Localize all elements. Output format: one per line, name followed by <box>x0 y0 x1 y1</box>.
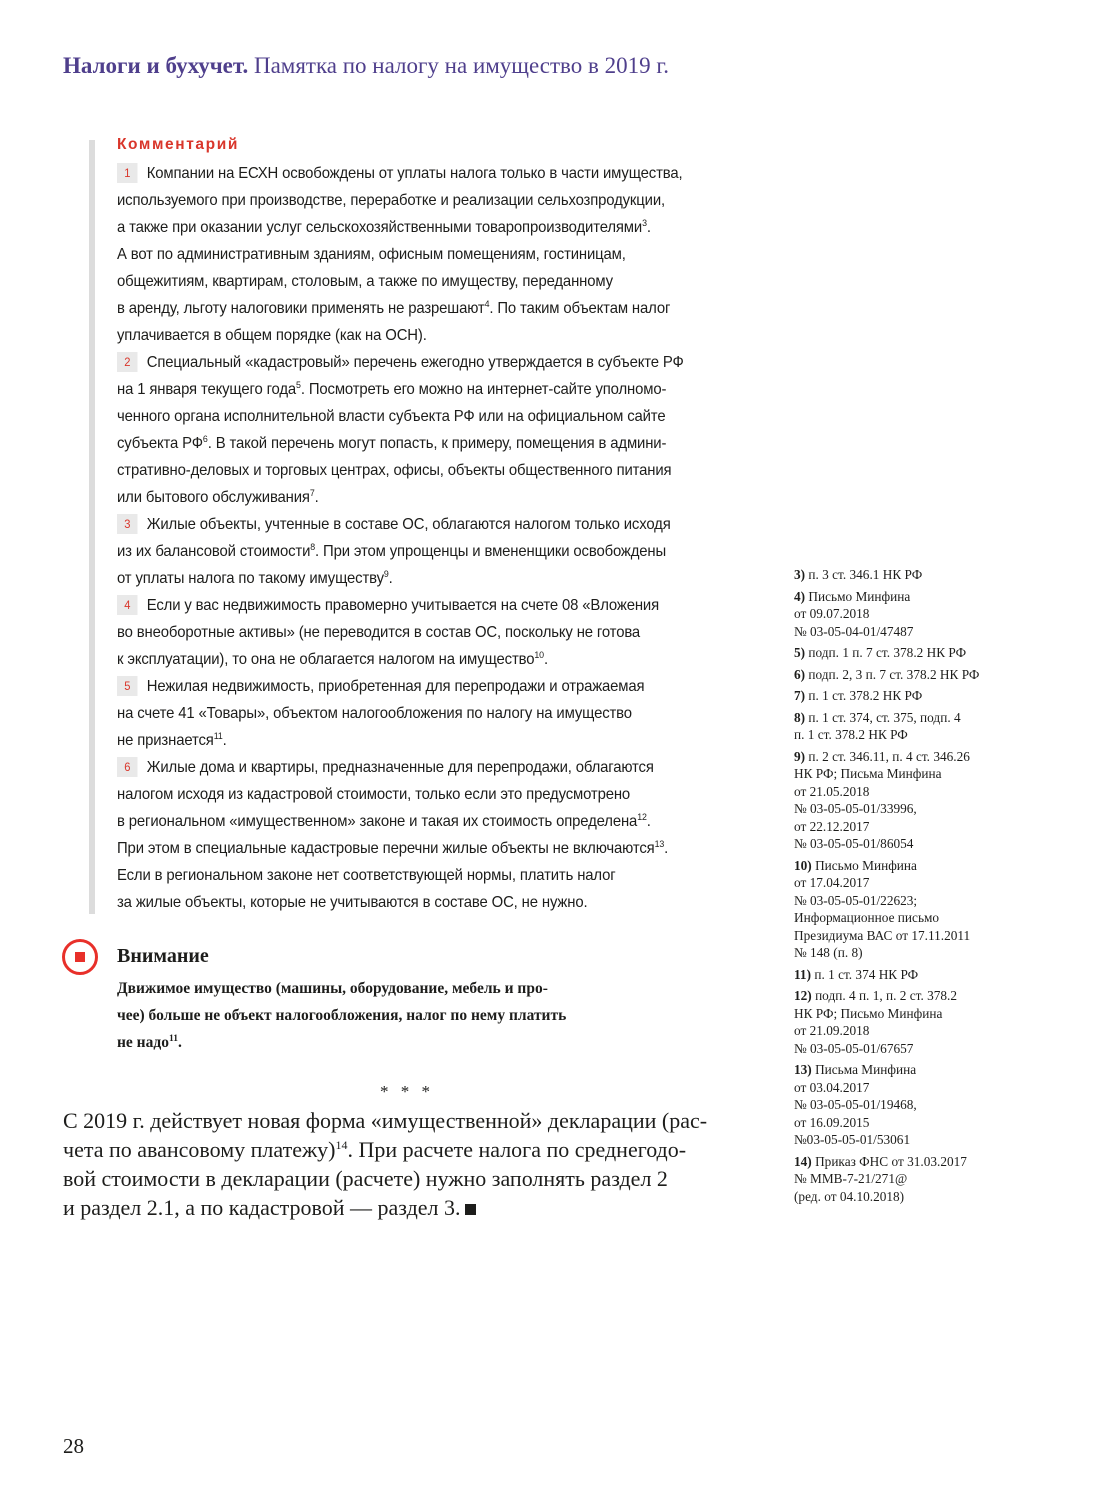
line-text: в региональном «имущественном» законе и такая их стоимость определена <box>117 813 638 830</box>
footnote-line <box>794 765 1054 783</box>
line-text: от уплаты налога по такому имуществу <box>117 570 384 587</box>
footnote-number: 6) <box>794 666 806 682</box>
line-text-after: . <box>543 651 548 668</box>
footnote-line <box>794 800 1054 818</box>
comment-line <box>117 241 712 268</box>
footnote-line <box>794 748 1054 766</box>
footnote-line <box>794 1096 1054 1114</box>
footnote-line <box>794 644 1054 662</box>
footnote-number: 12) <box>794 988 812 1003</box>
footnote-text: от 16.09.2015 <box>794 1114 870 1130</box>
comment-line <box>117 160 712 187</box>
comment-side-bar <box>89 140 95 914</box>
footnote <box>794 987 1054 1057</box>
comment-items <box>117 160 757 916</box>
footnote-ref: 5 <box>296 380 301 391</box>
attention-text <box>117 975 717 1056</box>
footnote-ref: 11 <box>168 1034 178 1044</box>
footnote-number: 7) <box>794 688 806 703</box>
line-text-after: . <box>646 219 651 236</box>
line-text: С 2019 г. действует новая форма «имущественной» декларации (рас- <box>63 1108 708 1133</box>
line-text: чета по авансовому платежу) <box>63 1137 336 1162</box>
comment-item-number: 6 <box>117 757 137 777</box>
footnote-line <box>794 1170 1054 1188</box>
footnote-text: НК РФ; Письма Минфина <box>794 766 942 781</box>
line-text: Нежилая недвижимость, приобретенная для перепродажи и отражаемая <box>146 678 645 695</box>
footnote <box>794 588 1054 641</box>
page-number: 28 <box>63 1434 84 1458</box>
footnote-text: п. 2 ст. 346.11, п. 4 ст. 346.26 <box>808 748 970 764</box>
footnote-ref: 9 <box>383 569 389 580</box>
comment-line <box>117 187 712 214</box>
line-text: к эксплуатации), то она не облагается налогом на имущество <box>117 651 535 668</box>
main-line <box>63 1135 753 1164</box>
footnote-line <box>794 818 1054 836</box>
footnote-line <box>794 1131 1054 1149</box>
footnote-number: 5) <box>794 645 806 660</box>
footnote-text: от 21.09.2018 <box>794 1023 870 1038</box>
footnote-line <box>794 709 1054 727</box>
comment-item-number: 2 <box>117 352 137 372</box>
footnote-line <box>794 588 1054 606</box>
footnote <box>794 966 1054 984</box>
main-line <box>63 1193 753 1222</box>
line-text: не надо <box>117 1034 169 1051</box>
comment-line <box>117 214 712 241</box>
footnote-line <box>794 1079 1054 1097</box>
comment-line <box>117 295 712 322</box>
line-text: общежитиям, квартирам, столовым, а также по имуществу, переданному <box>117 273 613 290</box>
comment-line <box>117 592 712 619</box>
footnote-text: НК РФ; Письмо Минфина <box>794 1005 943 1021</box>
footnote-line <box>794 1061 1054 1079</box>
footnote-text: Информационное письмо <box>794 910 940 925</box>
footnote-line <box>794 726 1054 744</box>
footnote-text: п. 1 ст. 378.2 НК РФ <box>794 727 908 742</box>
line-text: а также при оказании услуг сельскохозяйственными товаропроизводителями <box>117 219 643 236</box>
footnote-line <box>794 605 1054 623</box>
line-text: Если в региональном законе нет соответствующей нормы, платить налог <box>117 867 616 884</box>
line-text: и раздел 2.1, а по кадастровой — раздел 3. <box>63 1195 461 1220</box>
comment-item-number: 5 <box>117 676 137 696</box>
line-text: ченного органа исполнительной власти субъекта РФ или на официальном сайте <box>117 408 666 425</box>
footnote-ref: 8 <box>310 542 316 553</box>
line-text: Если у вас недвижимость правомерно учитывается на счете 08 «Вложения <box>146 597 660 614</box>
footnote-ref: 10 <box>534 650 544 661</box>
line-text: используемого при производстве, переработке и реализации сельхозпродукции, <box>117 192 666 209</box>
footnote-line <box>794 909 1054 927</box>
line-text: на счете 41 «Товары», объектом налогообложения по налогу на имущество <box>117 705 632 722</box>
comment-line <box>117 754 712 781</box>
footnote-ref: 3 <box>642 218 647 229</box>
line-text: чее) больше не объект налогообложения, налог по нему платить <box>117 1007 567 1024</box>
comment-line <box>117 700 712 727</box>
attention-line <box>117 1029 717 1056</box>
footnote-number: 11) <box>794 966 811 982</box>
footnote-text: № 148 (п. 8) <box>794 945 863 960</box>
comment-line <box>117 376 712 403</box>
page-header <box>63 53 669 79</box>
footnote-text: № 03-05-05-01/19468, <box>794 1097 917 1112</box>
comment-line <box>117 565 712 592</box>
footnote-text: №03-05-05-01/53061 <box>794 1132 911 1147</box>
footnote-line <box>794 966 1054 984</box>
line-text-after: . <box>177 1034 182 1051</box>
line-text: или бытового обслуживания <box>117 489 310 506</box>
footnote-text: Письма Минфина <box>815 1062 917 1077</box>
comment-line <box>117 781 712 808</box>
footnote-line <box>794 857 1054 875</box>
attention-icon <box>62 939 98 975</box>
line-text: А вот по административным зданиям, офисным помещениям, гостиницам, <box>117 246 626 263</box>
footnote-text: № 03-05-05-01/22623; <box>794 892 918 908</box>
line-text-after: . Посмотреть его можно на интернет-сайте уполномо- <box>300 381 667 398</box>
footnote-line <box>794 566 1054 584</box>
footnote-line <box>794 783 1054 801</box>
end-mark-icon <box>465 1204 476 1215</box>
footnote-number: 13) <box>794 1062 812 1077</box>
attention-line <box>117 1002 717 1029</box>
section-separator: * * * <box>380 1082 434 1101</box>
footnote <box>794 857 1054 962</box>
line-text: При этом в специальные кадастровые перечни жилые объекты не включаются <box>117 840 655 857</box>
line-text: в аренду, льготу налоговики применять не разрешают <box>117 300 485 317</box>
comment-item-number: 1 <box>117 163 137 183</box>
footnote-text: № 03-05-05-01/67657 <box>794 1040 914 1056</box>
comment-line <box>117 511 712 538</box>
line-text: уплачивается в общем порядке (как на ОСН). <box>117 327 427 344</box>
footnote-text: № 03-05-05-01/86054 <box>794 836 914 851</box>
comment-line <box>117 349 712 376</box>
footnote-text: подп. 4 п. 1, п. 2 ст. 378.2 <box>815 988 958 1003</box>
footnote-line <box>794 1153 1054 1171</box>
footnote-text: Приказ ФНС от 31.03.2017 <box>815 1153 967 1169</box>
comment-line <box>117 403 712 430</box>
line-text: Жилые дома и квартиры, предназначенные для перепродажи, облагаются <box>146 759 654 776</box>
footnote-ref: 13 <box>654 839 665 850</box>
attention-title: Внимание <box>117 945 209 967</box>
comment-line <box>117 619 712 646</box>
footnote-text: подп. 1 п. 7 ст. 378.2 НК РФ <box>808 645 967 660</box>
line-text: за жилые объекты, которые не учитываются в составе ОС, не нужно. <box>117 894 588 911</box>
footnote-text: от 17.04.2017 <box>794 875 870 890</box>
footnote-ref: 14 <box>335 1138 348 1152</box>
footnote-text: п. 1 ст. 374 НК РФ <box>814 966 919 982</box>
footnote-line <box>794 623 1054 641</box>
footnote-text: (ред. от 04.10.2018) <box>794 1188 905 1204</box>
line-text: стративно-деловых и торговых центрах, офисы, объекты общественного питания <box>117 462 672 479</box>
footnote-text: Письмо Минфина <box>815 857 917 873</box>
comment-line <box>117 673 712 700</box>
line-text: Жилые объекты, учтенные в составе ОС, облагаются налогом только исходя <box>146 516 671 533</box>
footnote-text: п. 1 ст. 374, ст. 375, подп. 4 <box>808 709 961 725</box>
comment-line <box>117 430 712 457</box>
footnote-line <box>794 835 1054 853</box>
comment-line <box>117 727 712 754</box>
comment-line <box>117 862 712 889</box>
footnote-line <box>794 1022 1054 1040</box>
line-text: не признается <box>117 732 214 749</box>
footnote-number: 10) <box>794 857 812 873</box>
footnote <box>794 709 1054 744</box>
line-text-after: . <box>388 570 393 587</box>
comment-line <box>117 268 712 295</box>
footnote-line <box>794 874 1054 892</box>
comment-line <box>117 808 712 835</box>
footnote-text: подп. 2, 3 п. 7 ст. 378.2 НК РФ <box>808 666 980 682</box>
line-text: Компании на ЕСХН освобождены от уплаты налога только в части имущества, <box>146 165 683 182</box>
header-title: Памятка по налогу на имущество в 2019 г. <box>253 53 669 78</box>
main-paragraph <box>63 1106 753 1222</box>
main-line <box>63 1164 753 1193</box>
footnote-ref: 11 <box>213 731 223 742</box>
footnote <box>794 1061 1054 1149</box>
footnote-number: 14) <box>794 1153 812 1169</box>
line-text: во внеоборотные активы» (не переводится в состав ОС, поскольку не готова <box>117 624 641 641</box>
footnote-ref: 4 <box>484 299 490 310</box>
footnote-text: № 03-05-04-01/47487 <box>794 623 914 639</box>
header-section: Налоги и бухучет. <box>63 53 249 78</box>
line-text-after: . В такой перечень могут попасть, к примеру, помещения в админи- <box>207 435 667 452</box>
main-line <box>63 1106 753 1135</box>
line-text: налогом исходя из кадастровой стоимости, только если это предусмотрено <box>117 786 631 803</box>
footnote <box>794 748 1054 853</box>
line-text-after: . <box>664 840 669 857</box>
footnote-number: 9) <box>794 748 806 764</box>
footnote-line <box>794 1005 1054 1023</box>
footnote-line <box>794 892 1054 910</box>
footnotes-column <box>794 566 1054 1209</box>
comment-item-number: 3 <box>117 514 137 534</box>
line-text: Движимое имущество (машины, оборудование, мебель и про- <box>117 980 548 997</box>
comment-title: Комментарий <box>117 136 239 153</box>
footnote <box>794 687 1054 705</box>
footnote-text: № ММВ-7-21/271@ <box>794 1171 908 1186</box>
comment-item-number: 4 <box>117 595 137 615</box>
footnote-text: от 03.04.2017 <box>794 1079 870 1095</box>
footnote <box>794 1153 1054 1206</box>
footnote-ref: 6 <box>202 434 208 445</box>
footnote-text: № 03-05-05-01/33996, <box>794 801 917 816</box>
comment-line <box>117 538 712 565</box>
footnote-text: Письмо Минфина <box>808 588 911 604</box>
comment-block <box>117 136 757 916</box>
footnote-line <box>794 987 1054 1005</box>
footnote-text: п. 3 ст. 346.1 НК РФ <box>808 567 923 582</box>
comment-line <box>117 835 712 862</box>
line-text: на 1 января текущего года <box>117 381 297 398</box>
footnote-number: 3) <box>794 567 806 582</box>
footnote-ref: 12 <box>637 812 647 823</box>
comment-line <box>117 889 712 916</box>
line-text: вой стоимости в декларации (расчете) нужно заполнять раздел 2 <box>63 1166 668 1191</box>
footnote-text: от 09.07.2018 <box>794 606 870 621</box>
footnote-number: 4) <box>794 588 806 604</box>
footnote <box>794 644 1054 662</box>
comment-line <box>117 322 712 349</box>
footnote-text: Президиума ВАС от 17.11.2011 <box>794 927 971 943</box>
comment-line <box>117 646 712 673</box>
footnote-text: от 22.12.2017 <box>794 818 870 834</box>
line-text-after: . <box>314 489 319 506</box>
line-text-after: . По таким объектам налог <box>489 300 671 317</box>
line-text-after: . При расчете налога по среднегодо- <box>347 1137 687 1162</box>
footnote <box>794 666 1054 684</box>
line-text: субъекта РФ <box>117 435 203 452</box>
footnote-line <box>794 927 1054 945</box>
footnote-line <box>794 1040 1054 1058</box>
footnote-ref: 7 <box>309 488 315 499</box>
footnote-text: от 21.05.2018 <box>794 783 870 799</box>
footnote <box>794 566 1054 584</box>
comment-line <box>117 484 712 511</box>
footnote-line <box>794 687 1054 705</box>
footnote-line <box>794 944 1054 962</box>
line-text-after: . <box>222 732 227 749</box>
footnote-number: 8) <box>794 709 806 725</box>
footnote-text: п. 1 ст. 378.2 НК РФ <box>808 688 923 703</box>
line-text: из их балансовой стоимости <box>117 543 311 560</box>
attention-line <box>117 975 717 1002</box>
line-text-after: . При этом упрощенцы и вмененщики освобождены <box>315 543 667 560</box>
footnote-line <box>794 1188 1054 1206</box>
comment-line <box>117 457 712 484</box>
line-text: Специальный «кадастровый» перечень ежегодно утверждается в субъекте РФ <box>146 354 684 371</box>
footnote-line <box>794 1114 1054 1132</box>
line-text-after: . <box>646 813 651 830</box>
footnote-line <box>794 666 1054 684</box>
